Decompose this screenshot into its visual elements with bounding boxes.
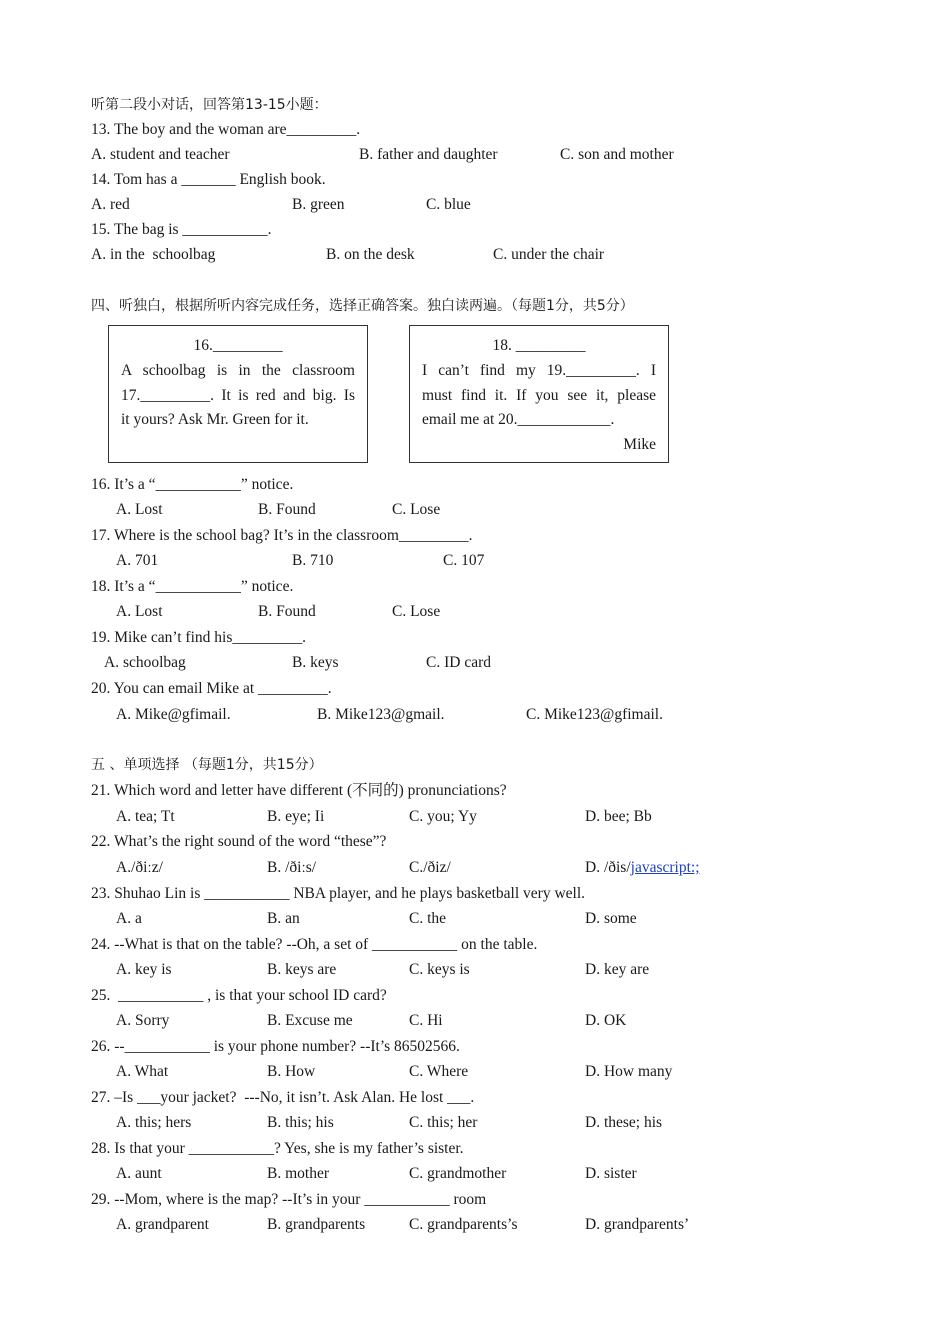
- question-14-stem: 14. Tom has a _______ English book.: [91, 171, 326, 188]
- question-23-option-c: C. the: [409, 910, 447, 927]
- question-21-option-b: B. eye; Ii: [267, 808, 325, 825]
- question-23-option-b: B. an: [267, 910, 300, 927]
- question-20-stem: 20. You can email Mike at _________.: [91, 680, 332, 697]
- question-21-option-a: A. tea; Tt: [116, 808, 175, 825]
- question-15-option-c: C. under the chair: [493, 246, 605, 263]
- notice1-line-1: A schoolbag is in the classroom: [121, 362, 355, 379]
- question-28-option-c: C. grandmother: [409, 1165, 507, 1182]
- question-18-option-a: A. Lost: [116, 603, 163, 620]
- notice1-line-3: it yours? Ask Mr. Green for it.: [121, 411, 309, 428]
- section5-heading: 五 、单项选择 （每题1分，共15分）: [91, 757, 323, 773]
- question-29-option-a: A. grandparent: [116, 1216, 209, 1233]
- question-19-option-a: A. schoolbag: [104, 654, 186, 671]
- question-25-option-a: A. Sorry: [116, 1012, 170, 1029]
- question-17-option-a: A. 701: [116, 552, 159, 569]
- section4-heading: 四、听独白，根据所听内容完成任务，选择正确答案。独白读两遍。（每题1分，共5分）: [91, 298, 634, 314]
- question-18-stem: 18. It’s a “___________” notice.: [91, 578, 294, 595]
- question-28-option-b: B. mother: [267, 1165, 329, 1182]
- question-28-option-d: D. sister: [585, 1165, 637, 1182]
- question-26-option-b: B. How: [267, 1063, 316, 1080]
- question-19-option-c: C. ID card: [426, 654, 491, 671]
- notice2-title: 18. _________: [492, 337, 586, 354]
- question-29-option-d: D. grandparents’: [585, 1216, 690, 1233]
- question-15-option-a: A. in the schoolbag: [91, 246, 216, 263]
- lost-found-notice-2: [409, 325, 669, 463]
- notice1-title: 16._________: [193, 337, 283, 354]
- question-16-option-a: A. Lost: [116, 501, 163, 518]
- question-22-option-b: B. /ðiːs/: [267, 859, 317, 876]
- question-27-option-d: D. these; his: [585, 1114, 663, 1131]
- question-29-option-c: C. grandparents’s: [409, 1216, 518, 1233]
- question-29-option-b: B. grandparents: [267, 1216, 366, 1233]
- question-18-option-c: C. Lose: [392, 603, 441, 620]
- question-25-option-c: C. Hi: [409, 1012, 443, 1029]
- question-26-option-a: A. What: [116, 1063, 169, 1080]
- question-16-option-c: C. Lose: [392, 501, 441, 518]
- question-25-option-b: B. Excuse me: [267, 1012, 353, 1029]
- question-20-option-b: B. Mike123@gmail.: [317, 706, 445, 723]
- question-27-option-a: A. this; hers: [116, 1114, 192, 1131]
- question-16-option-b: B. Found: [258, 501, 316, 518]
- question-23-stem: 23. Shuhao Lin is ___________ NBA player, and he plays basketball very well.: [91, 885, 586, 902]
- question-22-option-d-label: D. /ðis/: [585, 859, 631, 876]
- question-18-option-b: B. Found: [258, 603, 316, 620]
- question-14-option-c: C. blue: [426, 196, 471, 213]
- question-13-option-a: A. student and teacher: [91, 146, 230, 163]
- question-17-stem: 17. Where is the school bag? It’s in the classroom_________.: [91, 527, 473, 544]
- question-25-stem: 25. ___________ , is that your school ID card?: [91, 987, 387, 1004]
- lost-found-notice-1: [108, 325, 368, 463]
- question-17-option-c: C. 107: [443, 552, 485, 569]
- question-20-option-c: C. Mike123@gfimail.: [526, 706, 663, 723]
- question-27-option-b: B. this; his: [267, 1114, 334, 1131]
- question-23-option-a: A. a: [116, 910, 142, 927]
- notice2-line-2: must find it. If you see it, please: [422, 387, 656, 404]
- question-26-option-c: C. Where: [409, 1063, 469, 1080]
- question-24-option-a: A. key is: [116, 961, 172, 978]
- question-14-option-a: A. red: [91, 196, 130, 213]
- question-26-option-d: D. How many: [585, 1063, 673, 1080]
- question-15-option-b: B. on the desk: [326, 246, 415, 263]
- question-21-option-d: D. bee; Bb: [585, 808, 652, 825]
- question-22-option-d: [585, 858, 700, 878]
- question-17-option-b: B. 710: [292, 552, 334, 569]
- question-23-option-d: D. some: [585, 910, 637, 927]
- question-24-option-b: B. keys are: [267, 961, 337, 978]
- question-26-stem: 26. --___________ is your phone number? --It’s 86502566.: [91, 1038, 460, 1055]
- notice2-line-3: email me at 20.____________.: [422, 411, 615, 428]
- question-15-stem: 15. The bag is ___________.: [91, 221, 272, 238]
- question-13-stem: 13. The boy and the woman are_________.: [91, 121, 361, 138]
- question-13-option-b: B. father and daughter: [359, 146, 498, 163]
- question-24-option-c: C. keys is: [409, 961, 470, 978]
- javascript-link[interactable]: javascript:;: [630, 859, 700, 876]
- notice2-signature: Mike: [623, 436, 656, 453]
- question-19-option-b: B. keys: [292, 654, 339, 671]
- section3-intro: 听第二段小对话，回答第13-15小题：: [91, 97, 328, 113]
- question-24-option-d: D. key are: [585, 961, 650, 978]
- question-16-stem: 16. It’s a “___________” notice.: [91, 476, 294, 493]
- question-21-option-c: C. you; Yy: [409, 808, 477, 825]
- question-13-option-c: C. son and mother: [560, 146, 674, 163]
- question-14-option-b: B. green: [292, 196, 345, 213]
- notice2-line-1: I can’t find my 19._________. I: [422, 362, 656, 379]
- question-22-stem: 22. What’s the right sound of the word “these”?: [91, 833, 387, 850]
- question-29-stem: 29. --Mom, where is the map? --It’s in your ___________ room: [91, 1191, 487, 1208]
- question-27-option-c: C. this; her: [409, 1114, 478, 1131]
- question-24-stem: 24. --What is that on the table? --Oh, a set of ___________ on the table.: [91, 936, 538, 953]
- question-25-option-d: D. OK: [585, 1012, 627, 1029]
- question-28-stem: 28. Is that your ___________? Yes, she is my father’s sister.: [91, 1140, 464, 1157]
- question-21-stem: 21. Which word and letter have different (不同的) pronunciations?: [91, 782, 507, 799]
- question-27-stem: 27. –Is ___your jacket? ---No, it isn’t. Ask Alan. He lost ___.: [91, 1089, 475, 1106]
- notice1-line-2: 17._________. It is red and big. Is: [121, 387, 355, 404]
- question-19-stem: 19. Mike can’t find his_________.: [91, 629, 306, 646]
- question-28-option-a: A. aunt: [116, 1165, 162, 1182]
- question-22-option-c: C./ðiz/: [409, 859, 451, 876]
- question-22-option-a: A./ðiːz/: [116, 859, 163, 876]
- question-20-option-a: A. Mike@gfimail.: [116, 706, 231, 723]
